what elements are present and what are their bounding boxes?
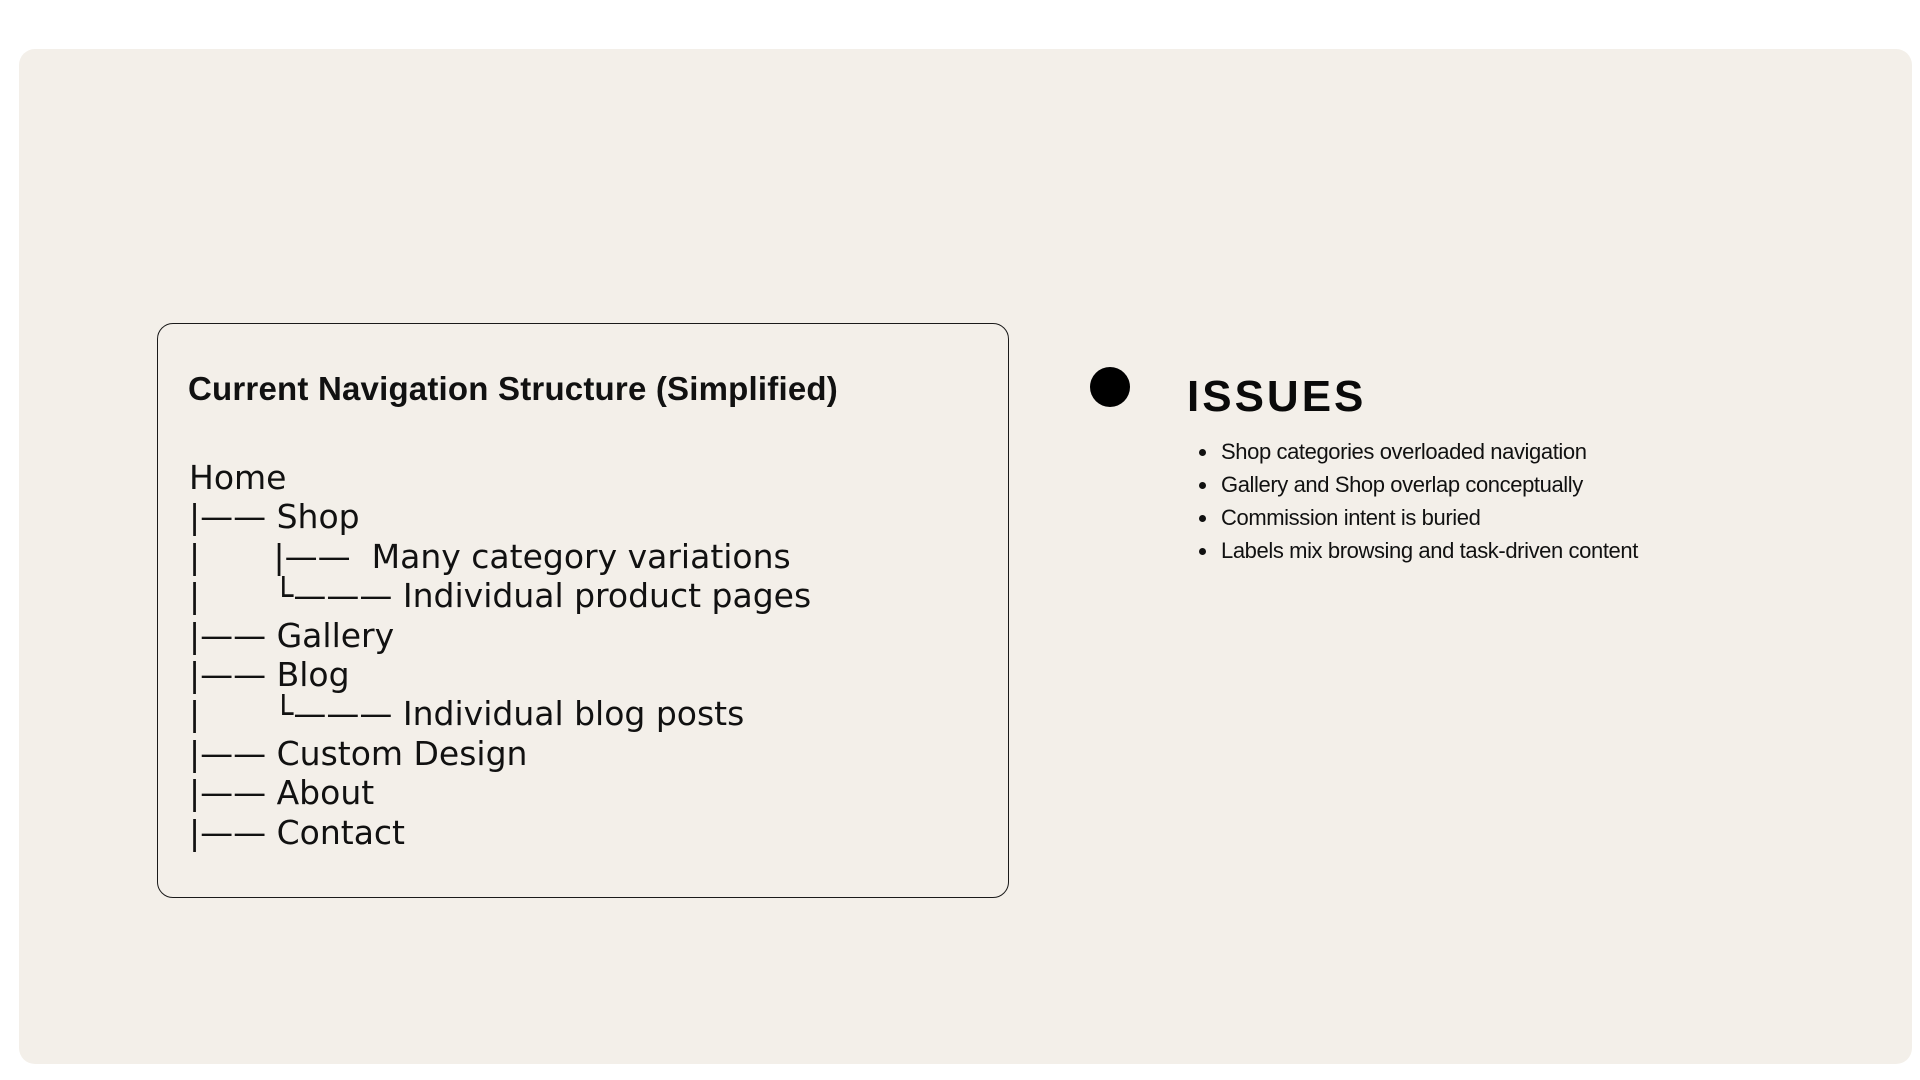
tree-node-label: Individual blog posts	[402, 694, 745, 734]
tree-node-label: Many category variations	[371, 536, 791, 576]
tree-node-label: Blog	[276, 654, 350, 694]
tree-node-shop	[189, 497, 811, 536]
tree-connector: |——	[189, 497, 277, 537]
tree-node-blog	[189, 655, 811, 694]
tree-node-individual-product-pages	[189, 576, 811, 615]
tree-node-label: Contact	[276, 812, 405, 852]
tree-node-label: Gallery	[276, 615, 395, 655]
tree-node-label: Custom Design	[276, 733, 528, 773]
tree-node-label: Shop	[276, 497, 360, 537]
tree-connector: | |——	[189, 536, 372, 576]
tree-node-custom-design	[189, 734, 811, 773]
tree-connector: |——	[189, 615, 277, 655]
tree-connector: | └———	[189, 694, 403, 734]
issue-item: Gallery and Shop overlap conceptually	[1195, 468, 1638, 501]
issue-item: Commission intent is buried	[1195, 501, 1638, 534]
tree-node-home	[189, 458, 811, 497]
navigation-structure-title: Current Navigation Structure (Simplified)	[188, 370, 838, 407]
tree-node-individual-blog-posts	[189, 694, 811, 733]
tree-connector: |——	[189, 733, 277, 773]
tree-connector: |——	[189, 773, 277, 813]
navigation-tree	[189, 458, 811, 852]
tree-node-label: Home	[189, 458, 287, 497]
tree-node-many-category-variations	[189, 537, 811, 576]
tree-connector: |——	[189, 654, 277, 694]
tree-node-label: Individual product pages	[402, 576, 812, 616]
issues-heading: ISSUES	[1187, 372, 1367, 421]
issue-item: Shop categories overloaded navigation	[1195, 435, 1638, 468]
tree-node-contact	[189, 813, 811, 852]
tree-node-label: About	[276, 773, 375, 813]
issues-list	[1195, 435, 1638, 567]
tree-connector: | └———	[189, 576, 403, 616]
circle-bullet-icon	[1090, 367, 1130, 407]
issue-item: Labels mix browsing and task-driven content	[1195, 534, 1638, 567]
tree-node-gallery	[189, 616, 811, 655]
tree-connector: |——	[189, 812, 277, 852]
tree-node-about	[189, 773, 811, 812]
